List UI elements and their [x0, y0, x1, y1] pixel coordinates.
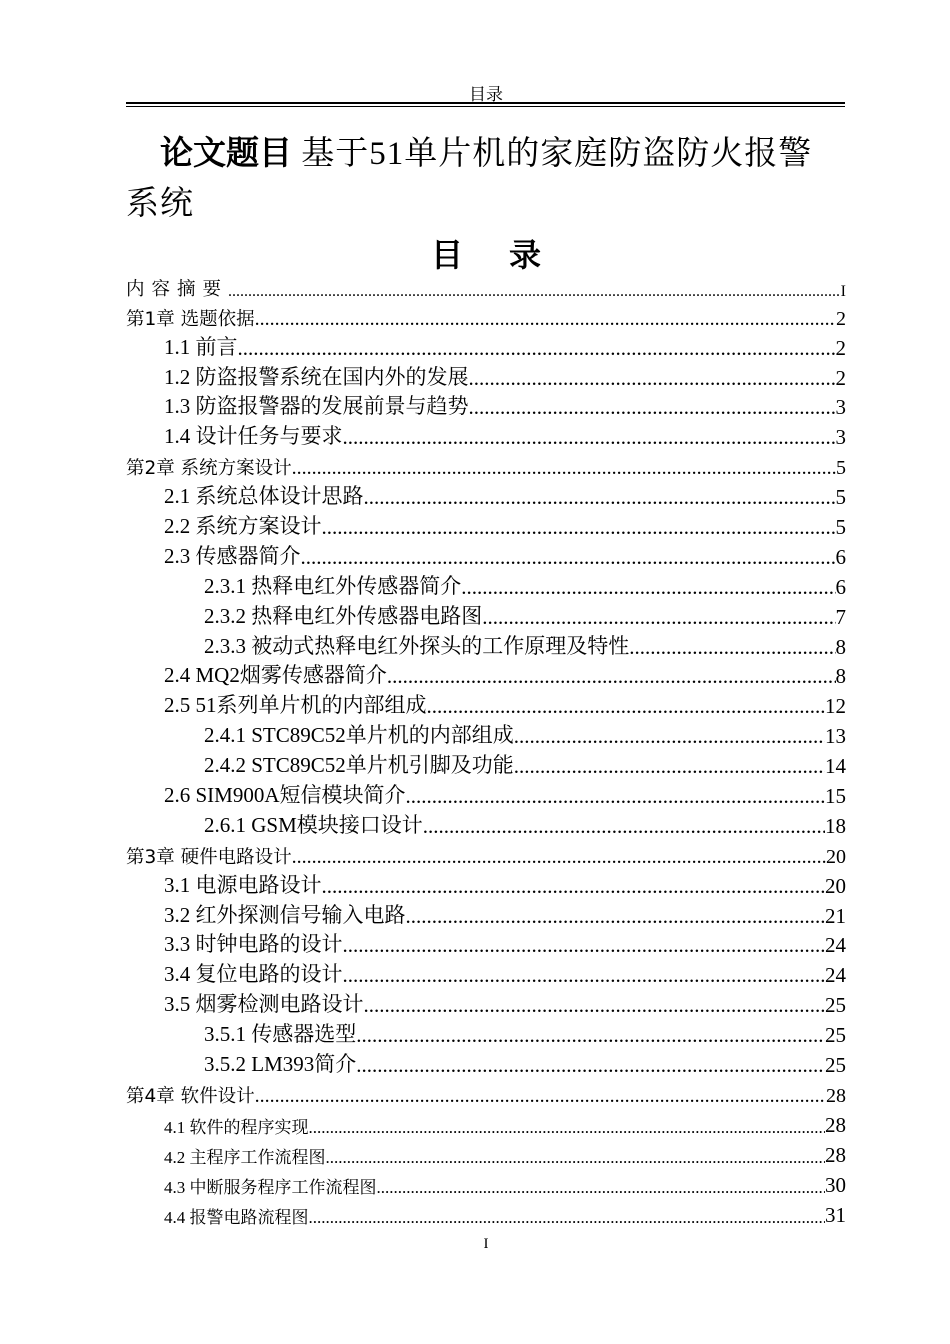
- toc-entry-page: 13: [825, 724, 846, 749]
- thesis-title-spacer: [292, 136, 301, 172]
- toc-entry[interactable]: [126, 600, 846, 630]
- toc-dot-leader: [427, 694, 826, 719]
- thesis-title: [126, 128, 846, 229]
- toc-entry-title: 内容摘要: [126, 278, 229, 300]
- toc-dot-leader: [301, 545, 836, 570]
- thesis-title-label: 论文题目: [160, 133, 292, 172]
- thesis-title-text: 基于51单片机的家庭防盗防火报警系统: [126, 136, 813, 222]
- toc-entry-title: 3.3 时钟电路的设计: [164, 932, 343, 957]
- toc-dot-leader: [469, 366, 836, 391]
- toc-entry-page: 6: [835, 574, 846, 599]
- toc-entry-title: 2.3.1 热释电红外传感器简介: [204, 573, 462, 598]
- toc-entry-title: 2.2 系统方案设计: [164, 514, 322, 539]
- toc-entry-title: 1.4 设计任务与要求: [164, 424, 343, 449]
- toc-entry[interactable]: [126, 1078, 846, 1108]
- toc-entry[interactable]: [126, 839, 846, 869]
- toc-entry[interactable]: [126, 1018, 846, 1048]
- toc-dot-leader: [469, 395, 836, 420]
- toc-dot-leader: [343, 425, 836, 450]
- toc-dot-leader: [482, 605, 835, 630]
- toc-entry[interactable]: [126, 1048, 846, 1078]
- toc-entry-page: 28: [825, 1142, 846, 1167]
- toc-dot-leader: [228, 283, 841, 301]
- toc-entry-page: 2: [836, 307, 846, 330]
- toc-entry-page: 28: [826, 1084, 846, 1107]
- toc-dot-leader: [377, 1178, 826, 1198]
- toc-entry-page: 2: [835, 365, 846, 390]
- toc-dot-leader: [356, 1053, 825, 1078]
- toc-entry-page: 7: [835, 604, 846, 629]
- toc-entry[interactable]: [126, 301, 846, 331]
- toc-dot-leader: [387, 664, 836, 689]
- toc-entry-title: 2.4 MQ2烟雾传感器简介: [164, 663, 387, 688]
- toc-entry-page: 28: [825, 1112, 846, 1137]
- toc-dot-leader: [406, 784, 825, 809]
- toc-entry-page: 18: [825, 813, 846, 838]
- toc-entry-title: 2.6.1 GSM模块接口设计: [204, 812, 423, 837]
- toc-heading: 目录: [430, 236, 587, 274]
- toc-entry-page: 25: [825, 1053, 846, 1078]
- toc-entry-page: 5: [836, 457, 846, 480]
- toc-entry-page: 25: [825, 993, 846, 1018]
- toc-entry[interactable]: [126, 271, 846, 301]
- toc-entry[interactable]: [126, 958, 846, 988]
- toc-entry[interactable]: [126, 450, 846, 480]
- toc-entry-title: 2.1 系统总体设计思路: [164, 484, 364, 509]
- toc-dot-leader: [461, 575, 835, 600]
- toc-entry-title: 2.6 SIM900A短信模块简介: [164, 783, 406, 808]
- toc-entry-title: 2.3 传感器简介: [164, 543, 301, 568]
- toc-dot-leader: [343, 933, 826, 958]
- toc-entry[interactable]: [126, 480, 846, 510]
- toc-entry-title: 2.5 51系列单片机的内部组成: [164, 693, 427, 718]
- toc-entry-page: 5: [835, 515, 846, 540]
- toc-dot-leader: [292, 457, 836, 480]
- toc-dot-leader: [356, 1023, 825, 1048]
- toc-entry-title: 第2章 系统方案设计: [126, 458, 292, 480]
- toc-entry-page: 20: [825, 873, 846, 898]
- toc-dot-leader: [364, 485, 836, 510]
- toc-entry[interactable]: [126, 570, 846, 600]
- header-rule-thick: [126, 102, 845, 104]
- toc-entry-page: 6: [835, 544, 846, 569]
- toc-dot-leader: [309, 1208, 826, 1228]
- toc-dot-leader: [514, 724, 825, 749]
- toc-entry-page: 15: [825, 784, 846, 809]
- toc-entry[interactable]: [126, 749, 846, 779]
- toc-entry-title: 4.1 软件的程序实现: [164, 1117, 309, 1137]
- toc-entry-title: 1.1 前言: [164, 334, 238, 359]
- toc-entry[interactable]: [126, 1198, 846, 1228]
- toc-entry-title: 3.1 电源电路设计: [164, 872, 322, 897]
- toc-entry-page: I: [840, 282, 846, 300]
- toc-entry[interactable]: [126, 899, 846, 929]
- toc-entry-title: 3.5 烟雾检测电路设计: [164, 992, 364, 1017]
- toc-dot-leader: [255, 1085, 826, 1108]
- toc-dot-leader: [322, 874, 826, 899]
- toc-entry-page: 21: [825, 903, 846, 928]
- toc-entry-page: 24: [825, 933, 846, 958]
- toc-entry[interactable]: [126, 331, 846, 361]
- toc-entry-title: 2.3.3 被动式热释电红外探头的工作原理及特性: [204, 633, 630, 658]
- toc-entry-title: 2.4.2 STC89C52单片机引脚及功能: [204, 753, 514, 778]
- header-rule-thin: [126, 106, 845, 107]
- toc-dot-leader: [309, 1118, 826, 1138]
- toc-entry[interactable]: [126, 391, 846, 421]
- toc-entry-title: 4.3 中断服务程序工作流程图: [164, 1177, 377, 1197]
- toc-dot-leader: [364, 993, 826, 1018]
- toc-entry[interactable]: [126, 510, 846, 540]
- toc-entry-title: 3.5.2 LM393简介: [204, 1052, 357, 1077]
- toc-entry[interactable]: [126, 361, 846, 391]
- toc-dot-leader: [423, 814, 825, 839]
- toc-entry[interactable]: [126, 630, 846, 660]
- toc-dot-leader: [406, 904, 826, 929]
- toc-entry-page: 8: [835, 634, 846, 659]
- toc-entry[interactable]: [126, 1138, 846, 1168]
- toc-entry[interactable]: [126, 1168, 846, 1198]
- running-header: 目录: [469, 85, 503, 104]
- toc-entry[interactable]: [126, 809, 846, 839]
- toc-entry-title: 4.4 报警电路流程图: [164, 1207, 309, 1227]
- toc-dot-leader: [629, 635, 835, 660]
- toc-dot-leader: [238, 336, 836, 361]
- toc-dot-leader: [255, 308, 836, 331]
- toc-entry[interactable]: [126, 689, 846, 719]
- toc-entry-title: 2.3.2 热释电红外传感器电路图: [204, 603, 483, 628]
- toc-entry-page: 14: [825, 754, 846, 779]
- page-number-footer: I: [483, 1236, 489, 1252]
- toc-entry-page: 25: [825, 1023, 846, 1048]
- toc-dot-leader: [514, 754, 825, 779]
- toc-entry-title: 第4章 软件设计: [126, 1085, 255, 1107]
- toc-entry-title: 2.4.1 STC89C52单片机的内部组成: [204, 723, 514, 748]
- toc-entry[interactable]: [126, 540, 846, 570]
- toc-entry[interactable]: [126, 779, 846, 809]
- toc-entry-page: 30: [825, 1172, 846, 1197]
- toc-entry[interactable]: [126, 719, 846, 749]
- table-of-contents: [126, 271, 846, 1228]
- toc-entry[interactable]: [126, 988, 846, 1018]
- toc-entry-page: 3: [835, 425, 846, 450]
- toc-entry-page: 2: [835, 335, 846, 360]
- toc-entry[interactable]: [126, 929, 846, 959]
- toc-dot-leader: [292, 846, 826, 869]
- toc-entry-page: 31: [825, 1202, 846, 1227]
- toc-entry-title: 第3章 硬件电路设计: [126, 846, 292, 868]
- toc-entry-page: 24: [825, 963, 846, 988]
- toc-entry-title: 1.3 防盗报警器的发展前景与趋势: [164, 394, 469, 419]
- toc-entry-title: 3.4 复位电路的设计: [164, 962, 343, 987]
- toc-entry-page: 3: [835, 395, 846, 420]
- toc-entry-title: 1.2 防盗报警系统在国内外的发展: [164, 364, 469, 389]
- toc-entry[interactable]: [126, 869, 846, 899]
- toc-entry-page: 5: [835, 485, 846, 510]
- toc-entry-title: 第1章 选题依据: [126, 308, 255, 330]
- toc-dot-leader: [326, 1148, 826, 1168]
- toc-entry-page: 20: [826, 845, 846, 868]
- toc-entry-page: 12: [825, 694, 846, 719]
- toc-dot-leader: [322, 515, 836, 540]
- toc-entry-page: 8: [835, 664, 846, 689]
- toc-entry-title: 3.5.1 传感器选型: [204, 1022, 357, 1047]
- toc-entry-title: 3.2 红外探测信号输入电路: [164, 902, 406, 927]
- toc-entry-title: 4.2 主程序工作流程图: [164, 1147, 326, 1167]
- toc-entry[interactable]: [126, 1108, 846, 1138]
- toc-entry[interactable]: [126, 660, 846, 690]
- toc-dot-leader: [343, 963, 826, 988]
- toc-entry[interactable]: [126, 420, 846, 450]
